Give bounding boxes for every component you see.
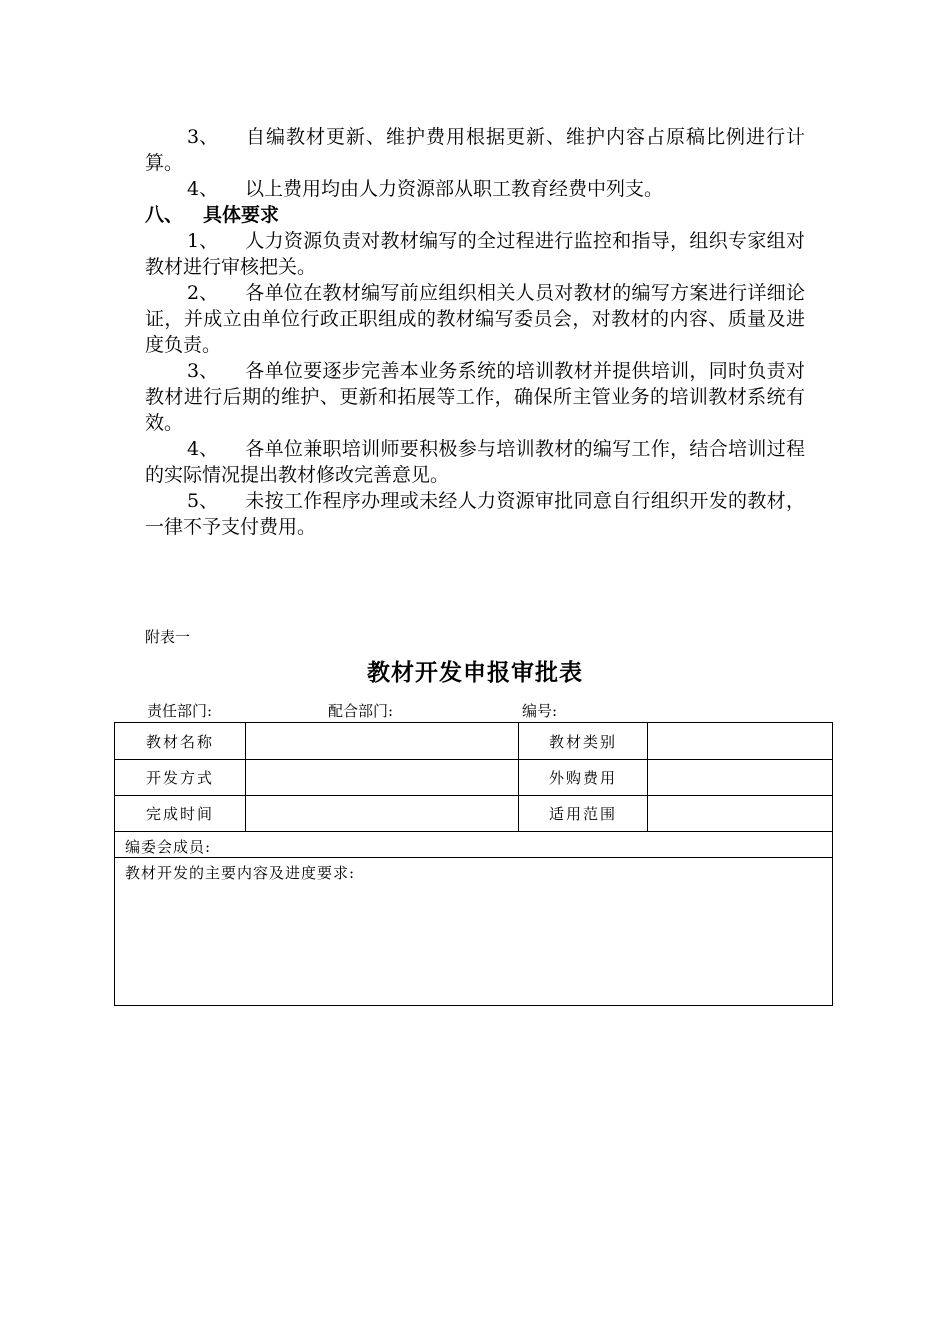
item-number: 1、 [187, 230, 219, 252]
section-number: 八、 [145, 204, 184, 226]
committee-members-label: 编委会成员: [125, 838, 212, 856]
paragraph-number: 3、 [187, 126, 219, 148]
requirement-item [145, 228, 805, 280]
table-row [115, 796, 832, 832]
paragraph-number: 4、 [187, 178, 219, 200]
table-row [115, 723, 832, 760]
committee-members-row[interactable] [115, 832, 832, 858]
scope-field[interactable] [648, 796, 832, 831]
content-progress-label: 教材开发的主要内容及进度要求: [125, 864, 356, 882]
development-method-field[interactable] [246, 760, 519, 795]
requirement-item [145, 280, 805, 358]
purchase-cost-field[interactable] [648, 760, 832, 795]
material-name-field[interactable] [246, 723, 519, 759]
section-heading-requirements [145, 202, 805, 228]
material-name-label: 教材名称 [115, 723, 246, 759]
section-title: 具体要求 [203, 204, 280, 226]
item-number: 2、 [187, 282, 219, 304]
item-number: 5、 [187, 490, 219, 512]
development-method-label: 开发方式 [115, 760, 246, 795]
body-text [145, 124, 805, 540]
item-text: 各单位要逐步完善本业务系统的培训教材并提供培训，同时负责对教材进行后期的维护、更新和拓展等工作，确保所主管业务的培训教材系统有效。 [145, 360, 805, 434]
paragraph-fee-update [145, 124, 805, 176]
completion-time-field[interactable] [246, 796, 519, 831]
approval-form-table [114, 722, 833, 1006]
requirement-item [145, 358, 805, 436]
requirement-item [145, 436, 805, 488]
paragraph-text: 以上费用均由人力资源部从职工教育经费中列支。 [245, 178, 664, 200]
responsible-dept-label: 责任部门: [147, 702, 213, 720]
paragraph-fee-source [145, 176, 805, 202]
form-number-label: 编号: [522, 702, 558, 720]
completion-time-label: 完成时间 [115, 796, 246, 831]
scope-label: 适用范围 [519, 796, 648, 831]
table-row [115, 760, 832, 796]
item-number: 4、 [187, 438, 219, 460]
material-category-label: 教材类别 [519, 723, 648, 759]
material-category-field[interactable] [648, 723, 832, 759]
purchase-cost-label: 外购费用 [519, 760, 648, 795]
content-progress-row[interactable] [115, 858, 832, 1006]
paragraph-text: 自编教材更新、维护费用根据更新、维护内容占原稿比例进行计算。 [145, 126, 805, 174]
item-text: 未按工作程序办理或未经人力资源审批同意自行组织开发的教材，一律不予支付费用。 [145, 490, 805, 538]
form-title: 教材开发申报审批表 [367, 660, 583, 686]
item-text: 各单位兼职培训师要积极参与培训教材的编写工作，结合培训过程的实际情况提出教材修改完善意见。 [145, 438, 805, 486]
item-number: 3、 [187, 360, 219, 382]
requirement-item [145, 488, 805, 540]
item-text: 人力资源负责对教材编写的全过程进行监控和指导，组织专家组对教材进行审核把关。 [145, 230, 805, 278]
appendix-label: 附表一 [145, 628, 191, 646]
item-text: 各单位在教材编写前应组织相关人员对教材的编写方案进行详细论证，并成立由单位行政正职组成的教材编写委员会，对教材的内容、质量及进度负责。 [145, 282, 805, 356]
cooperating-dept-label: 配合部门: [328, 702, 394, 720]
